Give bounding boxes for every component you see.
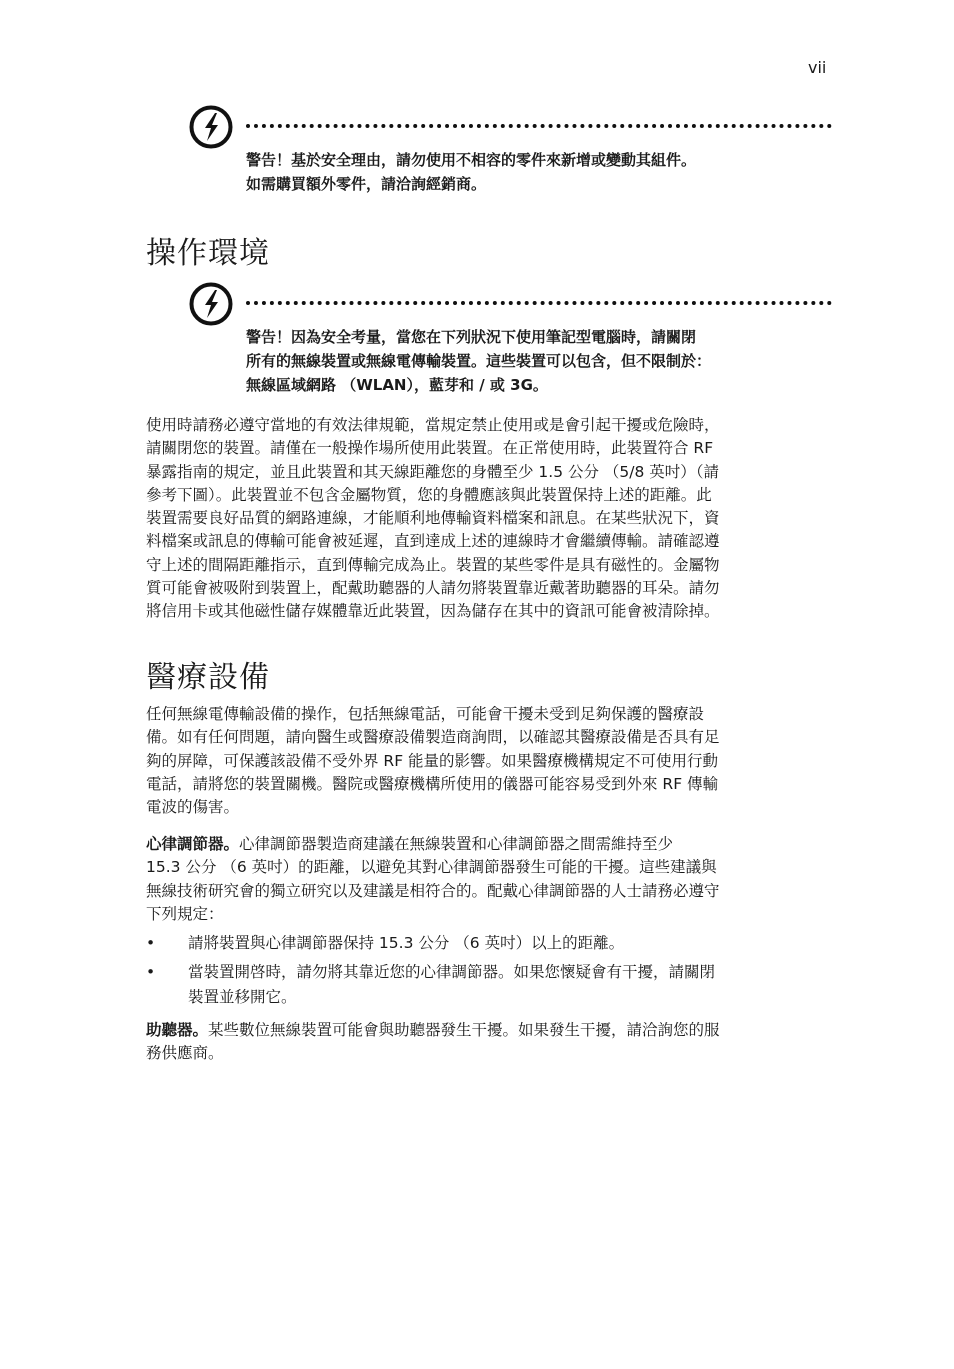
text-line: 備。如有任何問題，請向醫生或醫療設備製造商詢問，以確認其醫療設備是否具有足 (146, 728, 720, 747)
text-line: 無線技術研究會的獨立研究以及建議是相符合的。配戴心律調節器的人士請務必遵守 (146, 881, 720, 900)
text-line: 料檔案或訊息的傳輸可能會被延遲，直到達成上述的連線時才會繼續傳輸。請確認遵 (146, 532, 720, 551)
bullet-marker: • (146, 963, 156, 981)
warning-text (246, 325, 711, 397)
bullet-text: 裝置並移開它。 (188, 988, 297, 1006)
text-line (146, 1019, 830, 1042)
section-title-medical-devices: 醫療設備 (146, 660, 270, 695)
text-line: 將信用卡或其他磁性儲存媒體靠近此裝置，因為儲存在其中的資訊可能會被清除掉。 (146, 602, 720, 621)
medical-devices-paragraph (146, 703, 830, 819)
warning-line: 所有的無線裝置或無線電傳輸裝置。這些裝置可以包含，但不限制於： (246, 352, 712, 370)
text-line: 電話，請將您的裝置關機。醫院或醫療機構所使用的儀器可能容易受到外來 RF 傳輸 (146, 774, 719, 793)
page-number: vii (808, 58, 827, 77)
lightning-bolt-warning-icon (188, 281, 234, 327)
text-line: 參考下圖）。此裝置並不包含金屬物質，您的身體應該與此裝置保持上述的距離。此 (146, 485, 712, 504)
operating-environment-paragraph (146, 414, 830, 624)
text-line: 請關閉您的裝置。請僅在一般操作場所使用此裝置。在正常使用時，此裝置符合 RF (146, 439, 714, 458)
warning-line: 警告！基於安全理由，請勿使用不相容的零件來新增或變動其組件。 (246, 151, 697, 169)
text-line: 電波的傷害。 (146, 798, 240, 817)
bullet-text: 當裝置開啓時，請勿將其靠近您的心律調節器。如果您懷疑會有干擾，請關閉 (188, 963, 716, 981)
text-line: 質可能會被吸附到裝置上，配戴助聽器的人請勿將裝置靠近戴著助聽器的耳朵。請勿 (146, 579, 720, 598)
text-line: 暴露指南的規定，並且此裝置和其天線距離您的身體至少 1.5 公分 （5/8 英吋）（請 (146, 462, 720, 481)
section-title-operating-environment: 操作環境 (146, 236, 270, 271)
warning-block-wireless (188, 281, 832, 397)
text-line: 夠的屏障，可保護該設備不受外界 RF 能量的影響。如果醫療機構規定不可使用行動 (146, 751, 719, 770)
warning-line: 如需購買額外零件，請洽詢經銷商。 (246, 175, 487, 193)
warning-block-parts (188, 104, 832, 200)
warning-line: 警告！因為安全考量，當您在下列狀況下使用筆記型電腦時，請關閉 (246, 328, 697, 346)
warning-text (246, 148, 696, 196)
dotted-divider (246, 301, 832, 305)
hearing-aid-label: 助聽器。 (146, 1021, 209, 1039)
dotted-divider (246, 124, 832, 128)
bullet-text: 請將裝置與心律調節器保持 15.3 公分 （6 英吋）以上的距離。 (188, 934, 625, 952)
pacemaker-paragraph (146, 833, 830, 926)
text-line: 務供應商。 (146, 1044, 224, 1063)
text-line: 裝置需要良好品質的網路連線，才能順利地傳輸資料檔案和訊息。在某些狀況下，資 (146, 509, 720, 528)
hearing-aid-paragraph (146, 1019, 830, 1066)
lightning-bolt-warning-icon (188, 104, 234, 150)
text-line: 下列規定： (146, 904, 224, 923)
warning-line: 無線區域網路 （WLAN），藍芽和 / 或 3G。 (246, 376, 548, 394)
text-line: 守上述的間隔距離指示，直到傳輸完成為止。裝置的某些零件是具有磁性的。金屬物 (146, 555, 720, 574)
text-line: 使用時請務必遵守當地的有效法律規範，當規定禁止使用或是會引起干擾或危險時， (146, 416, 720, 434)
text-line (146, 833, 830, 856)
pacemaker-label: 心律調節器。 (146, 835, 240, 853)
hearing-aid-first-line: 某些數位無線裝置可能會與助聽器發生干擾。如果發生干擾，請洽詢您的服 (208, 1021, 720, 1039)
text-line: 15.3 公分 （6 英吋）的距離，以避免其對心律調節器發生可能的干擾。這些建議與 (146, 858, 717, 877)
bullet-marker: • (146, 934, 156, 952)
pacemaker-first-line: 心律調節器製造商建議在無線裝置和心律調節器之間需維持至少 (239, 835, 674, 853)
text-line: 任何無線電傳輸設備的操作，包括無線電話，可能會干擾未受到足夠保護的醫療設 (146, 705, 705, 723)
